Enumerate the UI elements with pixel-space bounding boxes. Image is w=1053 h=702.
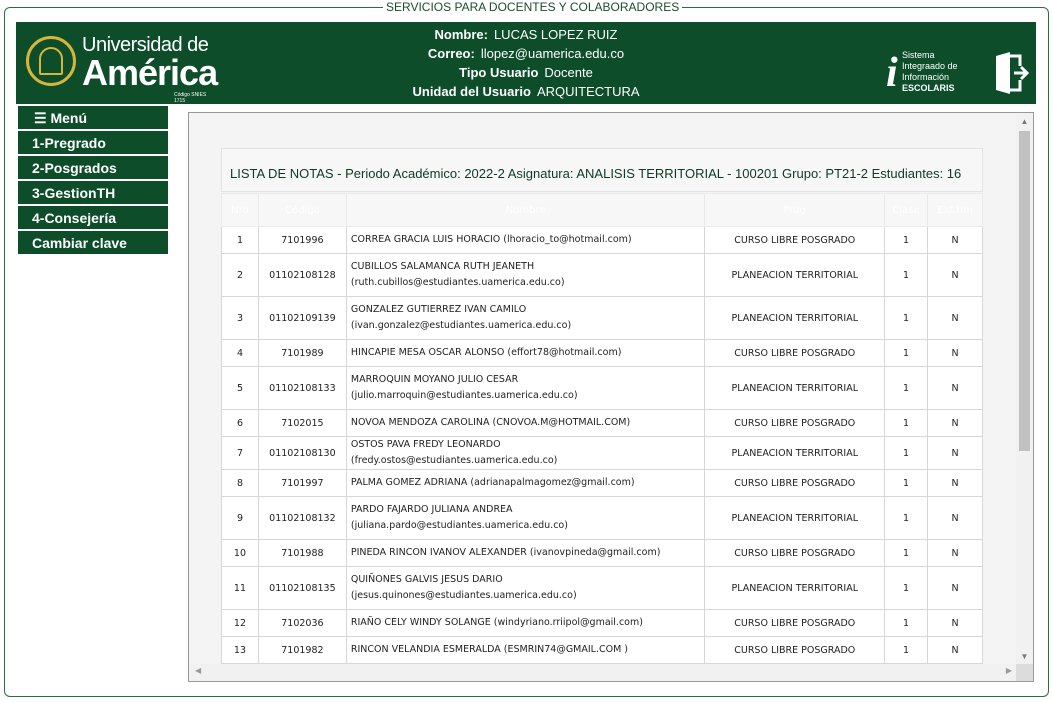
name-label: Nombre: — [434, 27, 488, 42]
student-email: (julio.marroquin@estudiantes.uamerica.edu.co) — [350, 390, 578, 401]
cell-nro: 13 — [222, 637, 259, 664]
cell-codigo: 01102108135 — [258, 567, 346, 610]
cell-nombre — [346, 227, 705, 254]
cell-prog: PLANEACION TERRITORIAL — [705, 254, 885, 297]
cell-clase: 1 — [885, 437, 928, 470]
logo-emblem-icon — [26, 36, 76, 86]
cell-prog: PLANEACION TERRITORIAL — [705, 437, 885, 470]
scroll-right-icon[interactable]: ▶ — [1005, 666, 1012, 675]
student-name: NOVOA MENDOZA CAROLINA (CNOVOA.M@HOTMAIL.COM) — [350, 417, 631, 428]
header-banner — [16, 22, 1036, 104]
cell-ext: N — [928, 497, 983, 540]
frame-title: SERVICIOS PARA DOCENTES Y COLABORADORES — [383, 0, 682, 14]
cell-clase: 1 — [885, 410, 928, 437]
table-header-row — [222, 194, 983, 227]
col-header-nombre: Nombre — [346, 194, 705, 227]
table-row — [222, 470, 983, 497]
cell-ext: N — [928, 410, 983, 437]
student-email: (ivan.gonzalez@estudiantes.uamerica.edu.co) — [350, 320, 572, 331]
cell-prog: PLANEACION TERRITORIAL — [705, 297, 885, 340]
cell-ext: N — [928, 297, 983, 340]
table-row — [222, 567, 983, 610]
grades-panel — [221, 148, 983, 664]
scroll-thumb[interactable] — [1019, 131, 1030, 451]
logout-icon[interactable] — [992, 52, 1030, 94]
table-row — [222, 637, 983, 664]
table-row — [222, 610, 983, 637]
cell-codigo: 7101996 — [258, 227, 346, 254]
cell-prog: CURSO LIBRE POSGRADO — [705, 410, 885, 437]
cell-codigo: 7102036 — [258, 610, 346, 637]
cell-clase: 1 — [885, 610, 928, 637]
cell-codigo: 7101989 — [258, 340, 346, 367]
info-icon: i — [886, 50, 898, 96]
cell-prog: CURSO LIBRE POSGRADO — [705, 470, 885, 497]
cell-nombre — [346, 437, 705, 470]
cell-nro: 10 — [222, 540, 259, 567]
sie-logo: i Sistema Integraado de Información ESCOLARIS — [886, 50, 958, 96]
student-name: MARROQUIN MOYANO JULIO CESAR — [350, 374, 519, 385]
user-unit: ARQUITECTURA — [536, 84, 640, 99]
student-name: RIAÑO CELY WINDY SOLANGE (windyriano.rriipol@gmail.com) — [350, 617, 643, 628]
cell-clase: 1 — [885, 637, 928, 664]
cell-prog: PLANEACION TERRITORIAL — [705, 567, 885, 610]
cell-codigo: 7101988 — [258, 540, 346, 567]
logo-line1: Universidad de — [82, 34, 209, 56]
student-name: CUBILLOS SALAMANCA RUTH JEANETH — [350, 261, 535, 272]
cell-codigo: 01102109139 — [258, 297, 346, 340]
user-email: llopez@uamerica.edu.co — [480, 46, 625, 61]
email-label: Correo: — [427, 46, 475, 61]
cell-codigo: 7102015 — [258, 410, 346, 437]
cell-clase: 1 — [885, 540, 928, 567]
cell-nro: 7 — [222, 437, 259, 470]
menu-item-pregrado[interactable]: 1-Pregrado — [18, 131, 168, 155]
table-row — [222, 410, 983, 437]
menu-toggle[interactable]: ☰ Menú — [18, 106, 168, 130]
cell-prog: PLANEACION TERRITORIAL — [705, 497, 885, 540]
grades-table — [221, 193, 983, 664]
col-header-clase: Clase — [885, 194, 928, 227]
student-name: RINCON VELANDIA ESMERALDA (ESMRIN74@GMAIL.COM ) — [350, 644, 629, 655]
cell-clase: 1 — [885, 567, 928, 610]
cell-ext: N — [928, 340, 983, 367]
cell-prog: CURSO LIBRE POSGRADO — [705, 227, 885, 254]
cell-nombre — [346, 367, 705, 410]
cell-prog: CURSO LIBRE POSGRADO — [705, 610, 885, 637]
horizontal-scrollbar[interactable] — [189, 664, 1018, 681]
cell-nombre — [346, 610, 705, 637]
cell-codigo: 01102108128 — [258, 254, 346, 297]
student-email: (jesus.quinones@estudiantes.uamerica.edu.co) — [350, 590, 577, 601]
col-header-prog: Prog — [705, 194, 885, 227]
logo-line2: América — [82, 52, 218, 93]
cell-ext: N — [928, 470, 983, 497]
cell-nombre — [346, 410, 705, 437]
cell-nro: 4 — [222, 340, 259, 367]
cell-clase: 1 — [885, 340, 928, 367]
cell-prog: CURSO LIBRE POSGRADO — [705, 637, 885, 664]
cell-nro: 5 — [222, 367, 259, 410]
cell-prog: CURSO LIBRE POSGRADO — [705, 340, 885, 367]
table-row — [222, 367, 983, 410]
table-row — [222, 437, 983, 470]
col-header-ext: Ext.hm — [928, 194, 983, 227]
cell-nro: 1 — [222, 227, 259, 254]
cell-prog: PLANEACION TERRITORIAL — [705, 367, 885, 410]
student-name: HINCAPIE MESA OSCAR ALONSO (effort78@hotmail.com) — [350, 347, 622, 358]
cell-ext: N — [928, 367, 983, 410]
cell-nro: 11 — [222, 567, 259, 610]
cell-ext: N — [928, 637, 983, 664]
cell-nro: 9 — [222, 497, 259, 540]
menu-item-consejeria[interactable]: 4-Consejería — [18, 206, 168, 230]
cell-codigo: 01102108130 — [258, 437, 346, 470]
user-name: LUCAS LOPEZ RUIZ — [493, 27, 618, 42]
table-row — [222, 254, 983, 297]
cell-nombre — [346, 340, 705, 367]
cell-nro: 12 — [222, 610, 259, 637]
cell-ext: N — [928, 227, 983, 254]
cell-clase: 1 — [885, 227, 928, 254]
scroll-up-icon[interactable]: ▲ — [1020, 117, 1029, 126]
col-header-nro: Nro — [222, 194, 259, 227]
user-type-label: Tipo Usuario — [459, 65, 539, 80]
menu-item-gestionth[interactable]: 3-GestionTH — [18, 181, 168, 205]
user-unit-label: Unidad del Usuario — [412, 84, 531, 99]
scroll-left-icon[interactable]: ◀ — [195, 666, 202, 675]
cell-clase: 1 — [885, 367, 928, 410]
cell-nombre — [346, 540, 705, 567]
student-email: (juliana.pardo@estudiantes.uamerica.edu.co) — [350, 520, 568, 531]
cell-nombre — [346, 497, 705, 540]
student-name: PARDO FAJARDO JULIANA ANDREA — [350, 504, 513, 515]
cell-ext: N — [928, 437, 983, 470]
cell-nombre — [346, 637, 705, 664]
cell-nombre — [346, 297, 705, 340]
side-menu — [18, 106, 168, 256]
student-name: PINEDA RINCON IVANOV ALEXANDER (ivanovpineda@gmail.com) — [350, 547, 661, 558]
cell-codigo: 7101982 — [258, 637, 346, 664]
menu-item-posgrados[interactable]: 2-Posgrados — [18, 156, 168, 180]
cell-prog: CURSO LIBRE POSGRADO — [705, 540, 885, 567]
university-logo[interactable] — [26, 32, 218, 104]
cell-nro: 3 — [222, 297, 259, 340]
cell-clase: 1 — [885, 254, 928, 297]
cell-codigo: 7101997 — [258, 470, 346, 497]
cell-nro: 8 — [222, 470, 259, 497]
cell-nro: 2 — [222, 254, 259, 297]
student-name: PALMA GOMEZ ADRIANA (adrianapalmagomez@gmail.com) — [350, 477, 635, 488]
content-frame — [188, 112, 1034, 682]
user-info — [396, 25, 656, 101]
student-name: OSTOS PAVA FREDY LEONARDO (fredy.ostos@estudiantes.uamerica.edu.co) — [350, 439, 558, 466]
cell-clase: 1 — [885, 497, 928, 540]
cell-codigo: 01102108133 — [258, 367, 346, 410]
cell-codigo: 01102108132 — [258, 497, 346, 540]
scroll-corner — [1016, 664, 1033, 681]
list-title: LISTA DE NOTAS - Periodo Académico: 2022-2 Asignatura: ANALISIS TERRITORIAL - 100201 Grupo: PT21-2 Estudiantes: 16 — [221, 148, 983, 192]
student-email: (ruth.cubillos@estudiantes.uamerica.edu.co) — [350, 277, 565, 288]
cell-nombre — [346, 567, 705, 610]
cell-nombre — [346, 254, 705, 297]
student-name: GONZALEZ GUTIERREZ IVAN CAMILO — [350, 304, 527, 315]
table-row — [222, 227, 983, 254]
user-type: Docente — [544, 65, 593, 80]
table-row — [222, 297, 983, 340]
cell-ext: N — [928, 540, 983, 567]
cell-nombre — [346, 470, 705, 497]
cell-ext: N — [928, 610, 983, 637]
logo-line3: Código SNIES 1715 — [174, 92, 207, 104]
scroll-down-icon[interactable]: ▼ — [1020, 652, 1029, 661]
vertical-scrollbar[interactable] — [1016, 113, 1033, 666]
student-name: CORREA GRACIA LUIS HORACIO (lhoracio_to@hotmail.com) — [350, 234, 632, 245]
cell-ext: N — [928, 567, 983, 610]
cell-clase: 1 — [885, 470, 928, 497]
student-name: QUIÑONES GALVIS JESUS DARIO — [350, 574, 503, 585]
cell-clase: 1 — [885, 297, 928, 340]
table-row — [222, 340, 983, 367]
table-row — [222, 497, 983, 540]
cell-nro: 6 — [222, 410, 259, 437]
cell-ext: N — [928, 254, 983, 297]
table-row — [222, 540, 983, 567]
menu-item-change-password[interactable]: Cambiar clave — [18, 231, 168, 255]
col-header-codigo: Código — [258, 194, 346, 227]
